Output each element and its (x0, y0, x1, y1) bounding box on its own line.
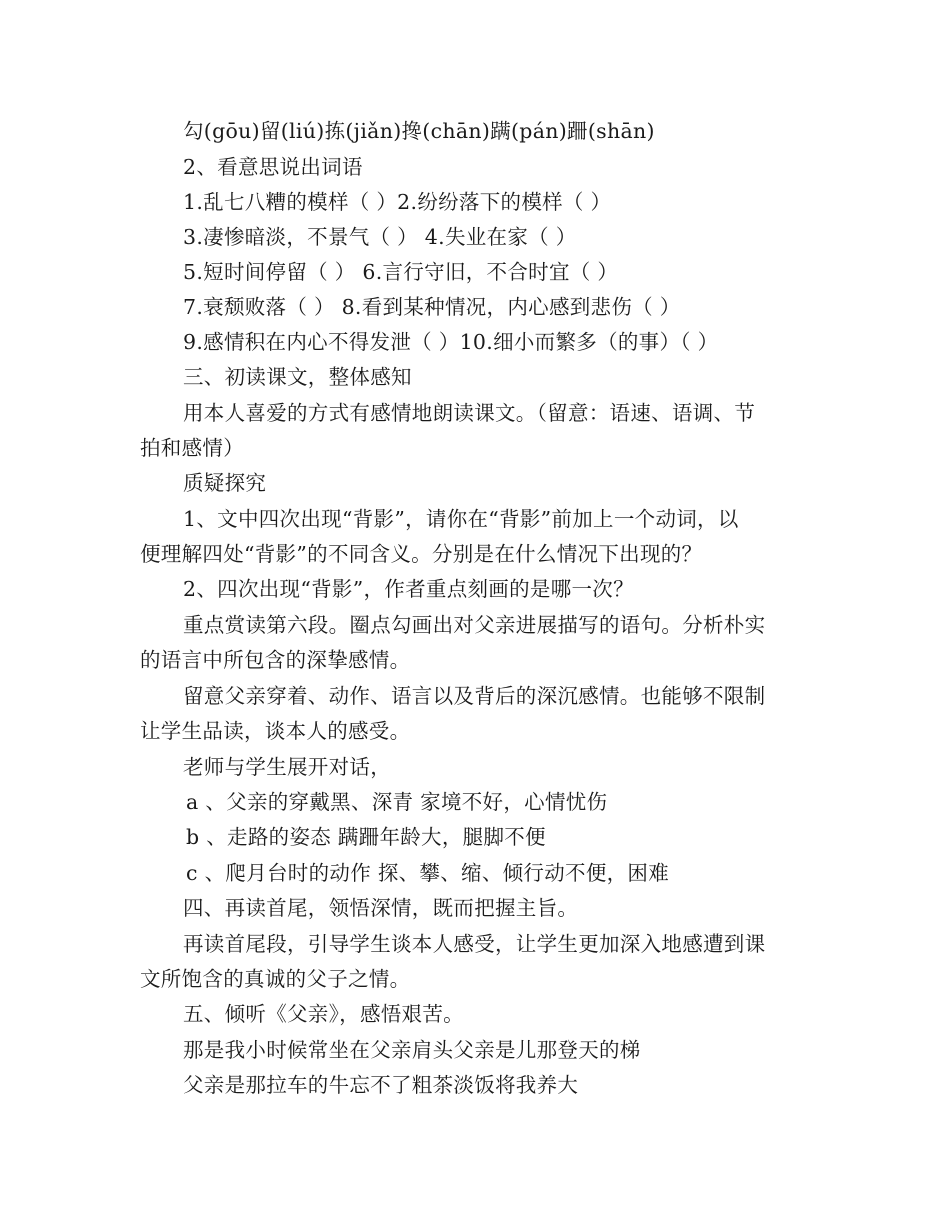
lyric-line: 父亲是那拉车的牛忘不了粗茶淡饭将我养大 (183, 1073, 579, 1097)
exercise-line: 7.衰颓败落（ ） 8.看到某种情况，内心感到悲伤（ ） (183, 295, 681, 319)
paragraph-line: 老师与学生展开对话， (183, 755, 391, 779)
paragraph-line: 让学生品读，谈本人的感受。 (140, 719, 411, 743)
section-heading: 2、看意思说出词语 (183, 155, 363, 179)
section-heading: 四、再读首尾，领悟深情，既而把握主旨。 (183, 896, 579, 920)
paragraph-line: 用本人喜爱的方式有感情地朗读课文。（留意：语速、语调、节 (183, 401, 756, 425)
exercise-line: 1.乱七八糟的模样（ ）2.纷纷落下的模样（ ） (183, 190, 612, 214)
lyric-line: 那是我小时候常坐在父亲肩头父亲是儿那登天的梯 (183, 1038, 641, 1062)
exercise-line: 5.短时间停留（ ） 6.言行守旧，不合时宜（ ） (183, 260, 619, 284)
list-item: b 、走路的姿态 蹒跚年龄大，腿脚不便 (186, 825, 546, 849)
paragraph-line: 再读首尾段，引导学生谈本人感受，让学生更加深入地感遭到课 (183, 932, 766, 956)
paragraph-line: 留意父亲穿着、动作、语言以及背后的深沉感情。也能够不限制 (183, 684, 766, 708)
paragraph-line: 拍和感情） (140, 436, 244, 460)
list-item: a 、父亲的穿戴黑、深青 家境不好，心情忧伤 (186, 790, 608, 814)
list-item: c 、爬月台时的动作 探、攀、缩、倾行动不便，困难 (186, 861, 670, 885)
paragraph-line: 重点赏读第六段。圈点勾画出对父亲进展描写的语句。分析朴实 (183, 613, 766, 637)
paragraph-line: 的语言中所包含的深挚感情。 (140, 648, 411, 672)
paragraph-line: 便理解四处“背影”的不同含义。分别是在什么情况下出现的？ (140, 542, 703, 566)
paragraph-line: 文所饱含的真诚的父子之情。 (140, 967, 411, 991)
paragraph-line: 2、四次出现“背影”，作者重点刻画的是哪一次？ (183, 577, 634, 601)
section-heading: 三、初读课文，整体感知 (183, 365, 412, 389)
exercise-line: 9.感情积在内心不得发泄（ ）10.细小而繁多（的事）（ ） (183, 330, 719, 354)
section-heading: 五、倾听《父亲》，感悟艰苦。 (183, 1002, 464, 1026)
pinyin-line: 勾(gōu)留(liú)拣(jiǎn)搀(chān)蹒(pán)跚(shān) (183, 119, 655, 143)
section-heading: 质疑探究 (183, 471, 267, 495)
paragraph-line: 1、文中四次出现“背影”，请你在“背影”前加上一个动词，以 (183, 507, 739, 531)
exercise-line: 3.凄惨暗淡，不景气（ ） 4.失业在家（ ） (183, 225, 577, 249)
